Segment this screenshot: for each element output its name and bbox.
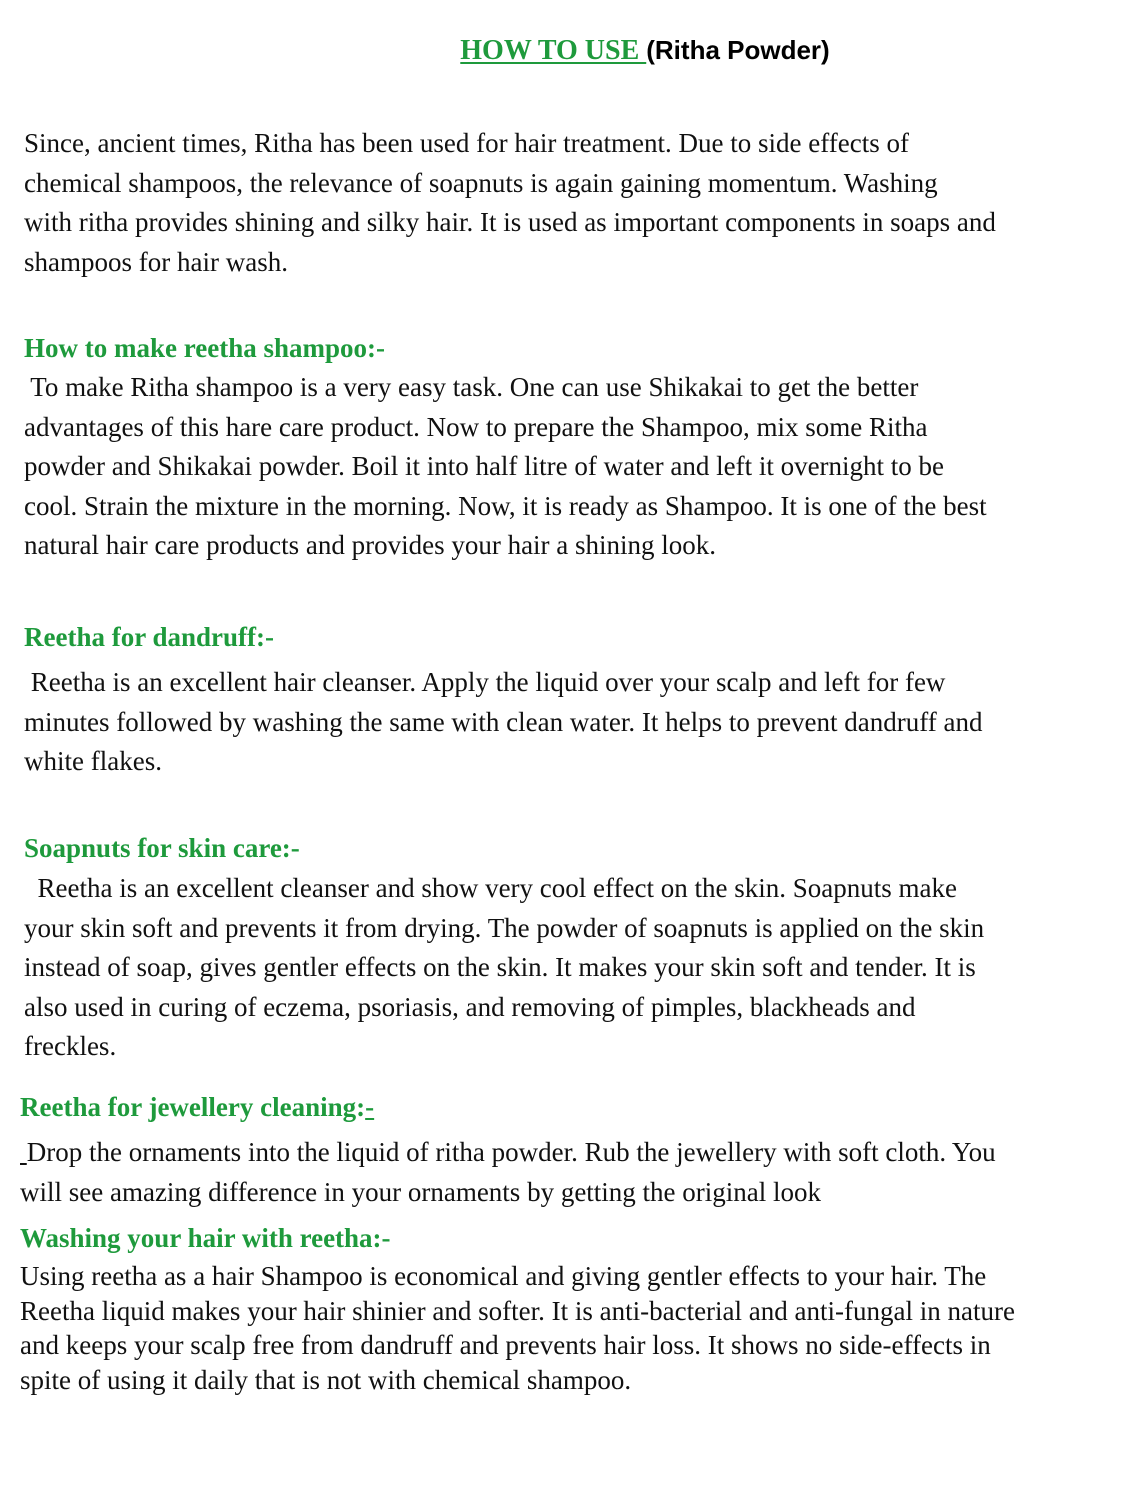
text-line: spite of using it daily that is not with chemical shampoo. [20,1364,632,1395]
section-skin-care-body [24,869,1142,1067]
section-dandruff [24,619,1142,655]
text-line: instead of soap, gives gentler effects on the skin. It makes your skin soft and tender. It is [24,952,976,983]
text-line: minutes followed by washing the same with clean water. It helps to prevent dandruff and [24,706,983,737]
section-heading: Washing your hair with reetha:- [20,1223,391,1253]
text-line: Reetha is an excellent cleanser and show very cool effect on the skin. Soapnuts make [24,873,957,903]
section-heading: Soapnuts for skin care:- [24,833,300,863]
text-line: also used in curing of eczema, psoriasis, and removing of pimples, blackheads and [24,991,916,1022]
text-line: and keeps your scalp free from dandruff and prevents hair loss. It shows no side-effects in [20,1330,991,1360]
text-line: will see amazing difference in your ornaments by getting the original look [20,1176,822,1207]
section-washing-hair [20,1220,1138,1256]
page-title [0,30,1146,71]
text-line: advantages of this hare care product. Now to prepare the Shampoo, mix some Ritha [24,411,928,442]
section-heading: How to make reetha shampoo:- [24,333,385,363]
text-line-prefix [20,1137,27,1167]
text-line: with ritha provides shining and silky hair. It is used as important components in soaps and [24,207,996,238]
text-line: shampoos for hair wash. [24,246,288,277]
title-how-to-use: HOW TO USE [460,35,647,66]
text-line: white flakes. [24,746,162,777]
text-line: Reetha is an excellent hair cleanser. Apply the liquid over your scalp and left for few [24,667,946,697]
text-line: Reetha liquid makes your hair shinier and softer. It is anti-bacterial and anti-fungal in nature [20,1295,1015,1326]
section-jewellery-cleaning-body [20,1133,1138,1212]
section-dandruff-body [24,663,1142,782]
section-heading [20,1089,1138,1125]
section-washing-hair-body [20,1259,1144,1397]
section-heading-suffix: - [365,1092,375,1122]
text-line: freckles. [24,1031,117,1062]
text-line: Since, ancient times, Ritha has been used for hair treatment. Due to side effects of [24,128,909,158]
text-line: powder and Shikakai powder. Boil it into half litre of water and left it overnight to be [24,451,945,482]
section-reetha-shampoo-body [24,368,1142,566]
section-jewellery-cleaning [20,1089,1138,1125]
text-line: cool. Strain the mixture in the morning. Now, it is ready as Shampoo. It is one of the best [24,490,987,521]
section-reetha-shampoo [24,330,1142,366]
text-line: natural hair care products and provides your hair a shining look. [24,530,717,561]
section-heading: Reetha for dandruff:- [24,622,274,652]
text-line: Using reetha as a hair Shampoo is economical and giving gentler effects to your hair. The [20,1261,987,1291]
title-product-name: (Ritha Powder) [646,35,830,65]
intro-paragraph [24,124,1142,282]
section-skin-care [24,830,1142,866]
section-heading-text: Reetha for jewellery cleaning: [20,1092,366,1122]
text-line: your skin soft and prevents it from drying. The powder of soapnuts is applied on the skin [24,912,985,943]
text-line: chemical shampoos, the relevance of soapnuts is again gaining momentum. Washing [24,167,938,198]
text-line-main: Drop the ornaments into the liquid of ritha powder. Rub the jewellery with soft cloth. You [26,1137,996,1167]
text-line: To make Ritha shampoo is a very easy task. One can use Shikakai to get the better [24,372,919,402]
text-line [20,1133,1138,1173]
